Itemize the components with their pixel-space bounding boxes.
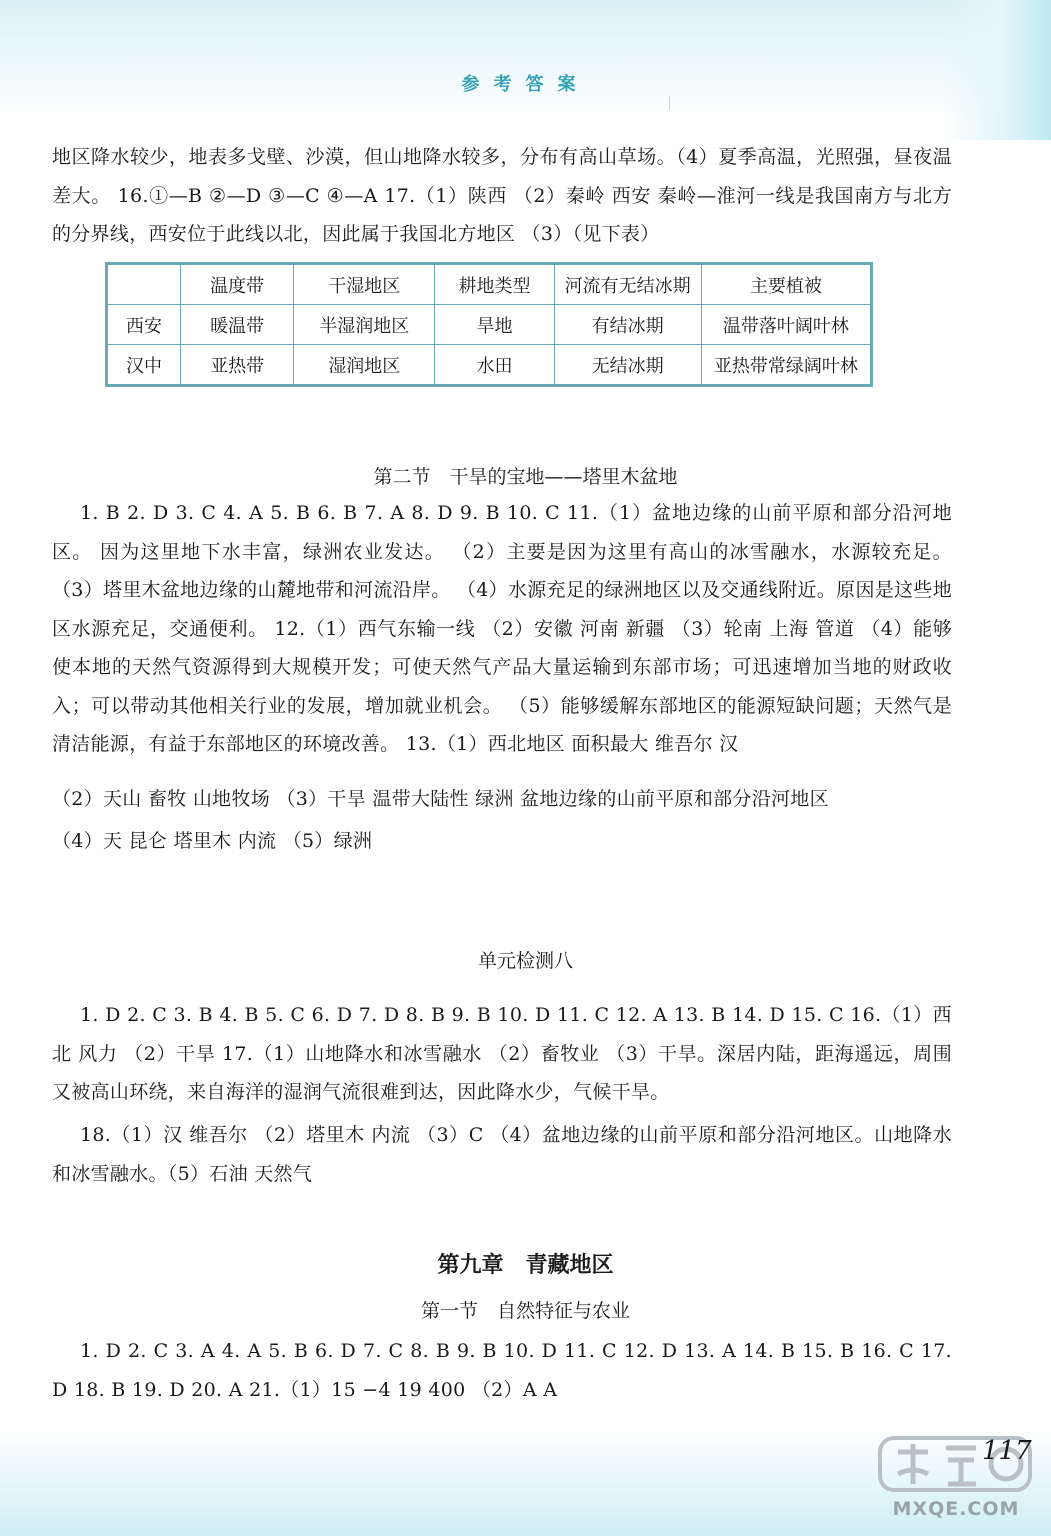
header-divider <box>669 96 670 110</box>
table-cell: 温带落叶阔叶林 <box>701 305 871 345</box>
table-header-cell <box>107 264 181 305</box>
table-row <box>107 345 872 386</box>
chapter-title: 第九章 青藏地区 <box>437 1253 614 1278</box>
table-header-cell: 干湿地区 <box>294 264 435 305</box>
table-cell: 西安 <box>107 305 181 345</box>
table-row <box>107 305 872 345</box>
table-cell: 亚热带常绿阔叶林 <box>701 345 871 386</box>
section-title: 第一节 自然特征与农业 <box>420 1300 630 1322</box>
unit-test-title: 单元检测八 <box>477 950 573 972</box>
table-header-cell: 温度带 <box>181 264 294 305</box>
section-answers-paragraph: 1. B 2. D 3. C 4. A 5. B 6. B 7. A 8. D 9. B 10. C 11.（1）盆地边缘的山前平原和部分沿河地区。 因为这里地下水丰富，绿洲农业发达。 （2）主要是因为这里有高山的冰雪融水，水源较充足。 （3）塔里木盆地边缘的山麓地带和河流沿岸。 （4）水源充足的绿洲地区以及交通线附近。原因是这些地区水源充足，交通便利。 12.（1）西气东输一线 （2）安徽 河南 新疆 （3）轮南 上海 管道 （4）能够使本地的天然气资源得到大规模开发；可使天然气产品大量运输到东部市场；可迅速增加当地的财政收入；可以带动其他相关行业的发展，增加就业机会。 （5）能够缓解东部地区的能源短缺问题；天然气是清洁能源，有益于东部地区的环境改善。 13.（1）西北地区 面积最大 维吾尔 汉 <box>52 502 952 755</box>
table-cell: 无结冰期 <box>554 345 701 386</box>
table-header-row <box>107 264 872 305</box>
unit-test-answers-paragraph: 18.（1）汉 维吾尔 （2）塔里木 内流 （3）C （4）盆地边缘的山前平原和部分沿河地区。山地降水和冰雪融水。（5）石油 天然气 <box>52 1124 952 1185</box>
watermark-text: MXQE.COM <box>892 1498 1020 1520</box>
page-header-title: 参考答案 <box>461 74 590 95</box>
table-cell: 有结冰期 <box>554 305 701 345</box>
unit-test-answers-paragraph: 1. D 2. C 3. B 4. B 5. C 6. D 7. D 8. B 9. B 10. D 11. C 12. A 13. B 14. D 15. C 16.（1）西北 风力 （2）干旱 17.（1）山地降水和冰雪融水 （2）畜牧业 （3）干旱。深居内陆，距海遥远，周围又被高山环绕，来自海洋的湿润气流很难到达，因此降水少，气候干旱。 <box>52 1004 952 1103</box>
table-header-cell: 耕地类型 <box>435 264 554 305</box>
table-header-cell: 河流有无结冰期 <box>554 264 701 305</box>
table-cell: 半湿润地区 <box>294 305 435 345</box>
section-answers-line: （4）天 昆仑 塔里木 内流 （5）绿洲 <box>52 830 373 852</box>
table-header-cell: 主要植被 <box>701 264 871 305</box>
page-top-band <box>0 0 1051 118</box>
table-cell: 亚热带 <box>181 345 294 386</box>
page-number: 117 <box>982 1436 1032 1466</box>
section-answers-line: （2）天山 畜牧 山地牧场 （3）干旱 温带大陆性 绿洲 盆地边缘的山前平原和部分沿河地区 <box>52 788 829 810</box>
intro-paragraph: 地区降水较少，地表多戈壁、沙漠，但山地降水较多，分布有高山草场。（4）夏季高温，光照强，昼夜温差大。 16.①—B ②—D ③—C ④—A 17.（1）陕西 （2）秦岭 西安 秦岭—淮河一线是我国南方与北方的分界线，西安位于此线以北，因此属于我国北方地区 （3）（见下表） <box>52 146 952 245</box>
table-cell: 暖温带 <box>181 305 294 345</box>
section-answers-paragraph: 1. D 2. C 3. A 4. A 5. B 6. D 7. C 8. B 9. B 10. D 11. C 12. D 13. A 14. B 15. B 16. C 17. D 18. B 19. D 20. A 21.（1）15 −4 19 400 （2）A A <box>52 1340 952 1401</box>
climate-comparison-table <box>105 262 873 387</box>
section-title: 第二节 干旱的宝地——塔里木盆地 <box>373 466 678 488</box>
table-cell: 旱地 <box>435 305 554 345</box>
table-cell: 汉中 <box>107 345 181 386</box>
table-cell: 水田 <box>435 345 554 386</box>
table-cell: 湿润地区 <box>294 345 435 386</box>
